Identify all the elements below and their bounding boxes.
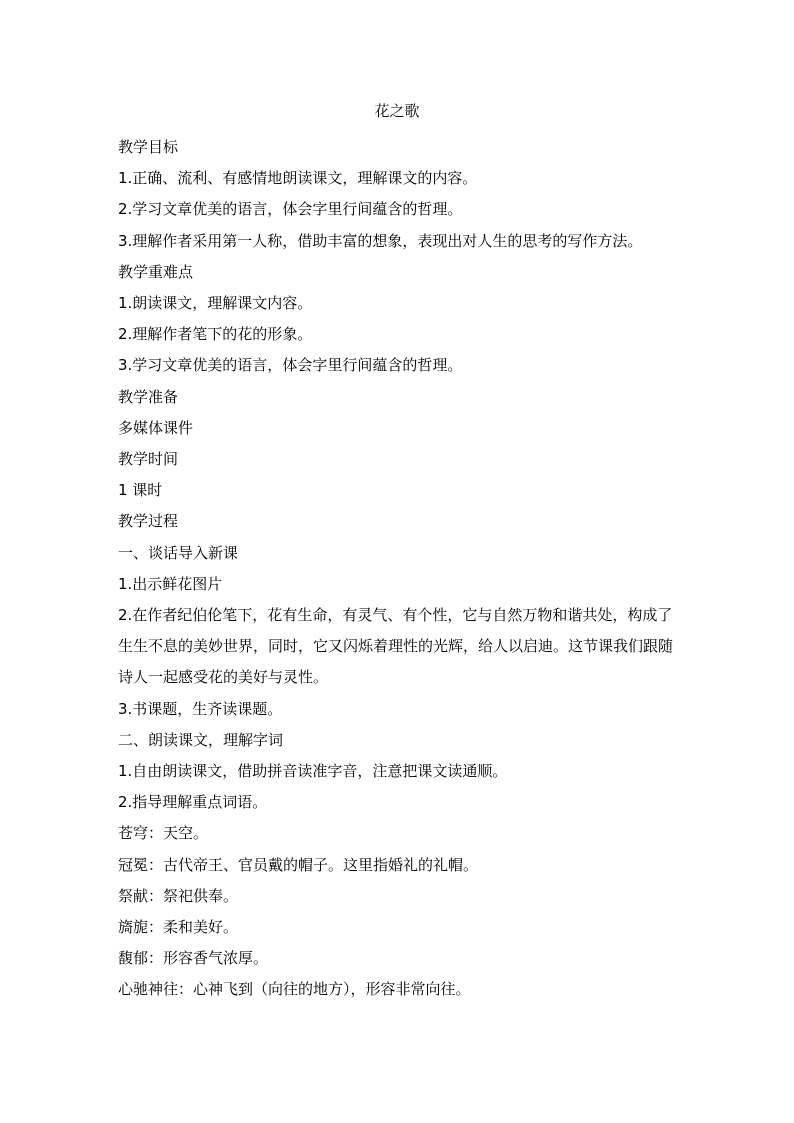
objective-item: 3.理解作者采用第一人称，借助丰富的想象，表现出对人生的思考的写作方法。 — [118, 231, 643, 250]
vocabulary-item: 旖旎：柔和美好。 — [118, 918, 239, 937]
key-point-item: 2.理解作者笔下的花的形象。 — [118, 325, 313, 344]
process-item: 3.书课题，生齐读课题。 — [118, 699, 283, 718]
preparation-item: 多媒体课件 — [118, 418, 194, 437]
process-item: 2.指导理解重点词语。 — [118, 793, 268, 812]
vocabulary-item: 心驰神往：心神飞到（向往的地方），形容非常向往。 — [118, 980, 471, 999]
time-item: 1 课时 — [118, 481, 163, 500]
process-item: 1.出示鲜花图片 — [118, 574, 223, 593]
process-step-heading: 一、谈话导入新课 — [118, 543, 239, 562]
key-point-item: 3.学习文章优美的语言，体会字里行间蕴含的哲理。 — [118, 356, 463, 375]
vocabulary-item: 祭献：祭祀供奉。 — [118, 886, 239, 905]
section-heading-objectives: 教学目标 — [118, 138, 179, 156]
section-heading-time: 教学时间 — [118, 450, 179, 469]
objective-item: 1.正确、流利、有感情地朗读课文，理解课文的内容。 — [118, 169, 478, 188]
key-point-item: 1.朗读课文，理解课文内容。 — [118, 294, 313, 313]
section-heading-key-points: 教学重难点 — [118, 262, 194, 281]
process-step-heading: 二、朗读课文，理解字词 — [118, 730, 284, 749]
section-heading-process: 教学过程 — [118, 512, 179, 531]
objective-item: 2.学习文章优美的语言，体会字里行间蕴含的哲理。 — [118, 200, 463, 219]
vocabulary-item: 冠冕：古代帝王、官员戴的帽子。这里指婚礼的礼帽。 — [118, 855, 479, 874]
document-title: 花之歌 — [374, 102, 420, 120]
section-heading-preparation: 教学准备 — [118, 387, 179, 406]
vocabulary-item: 苍穹：天空。 — [118, 824, 209, 843]
document-body — [118, 132, 678, 1006]
process-item: 1.自由朗读课文，借助拼音读准字音，注意把课文读通顺。 — [118, 762, 508, 781]
process-paragraph: 2.在作者纪伯伦笔下，花有生命，有灵气、有个性，它与自然万物和谐共处，构成了生生不息的美妙世界，同时，它又闪烁着理性的光辉，给人以启迪。这节课我们跟随诗人一起感受花的美好与灵性。 — [118, 606, 674, 687]
vocabulary-item: 馥郁：形容香气浓厚。 — [118, 949, 269, 968]
